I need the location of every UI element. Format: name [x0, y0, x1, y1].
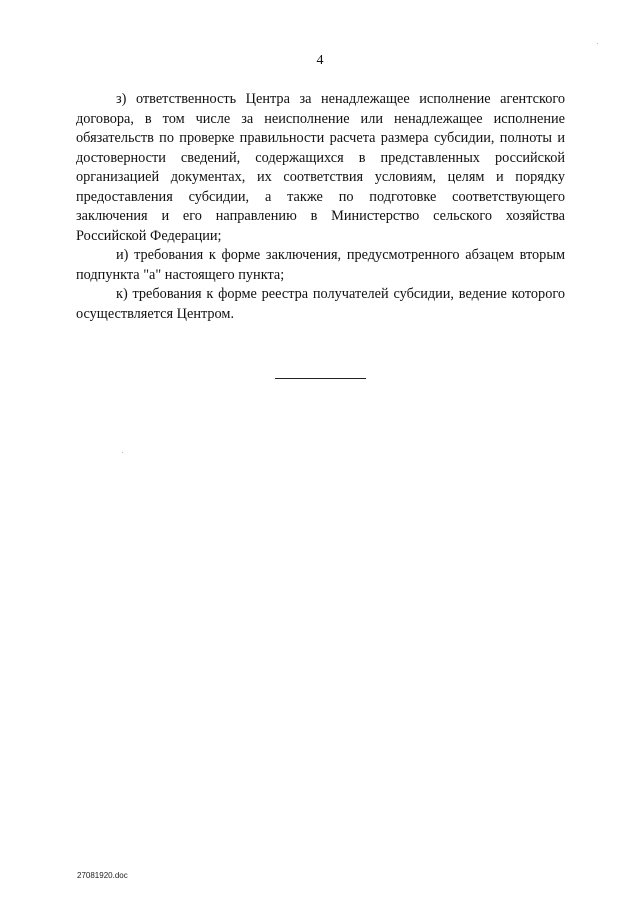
- footer-filename: 27081920.doc: [77, 871, 128, 880]
- document-body: [76, 90, 565, 324]
- page-number: 4: [316, 53, 324, 68]
- paragraph-k: к) требования к форме реестра получателей субсидии, ведение которого осуществляется Центром.: [76, 286, 565, 322]
- paragraph-z: з) ответственность Центра за ненадлежащее исполнение агентского договора, в том числе за неисполнение или ненадлежащее исполнение обязательств по проверке правильности расчета размера субсидии, полноты и достоверности сведений, содержащихся в представленных российской организацией документах, их соответствия условиям, целям и порядку предоставления субсидии, а также по подготовке соответствующего заключения и его направлению в Министерство сельского хозяйства Российской Федерации;: [76, 91, 565, 244]
- paragraph-i: и) требования к форме заключения, предусмотренного абзацем вторым подпункта "а" настоящего пункта;: [76, 247, 565, 283]
- scan-speck: [597, 43, 598, 44]
- end-separator-line: [275, 378, 366, 379]
- scan-speck: [122, 452, 123, 453]
